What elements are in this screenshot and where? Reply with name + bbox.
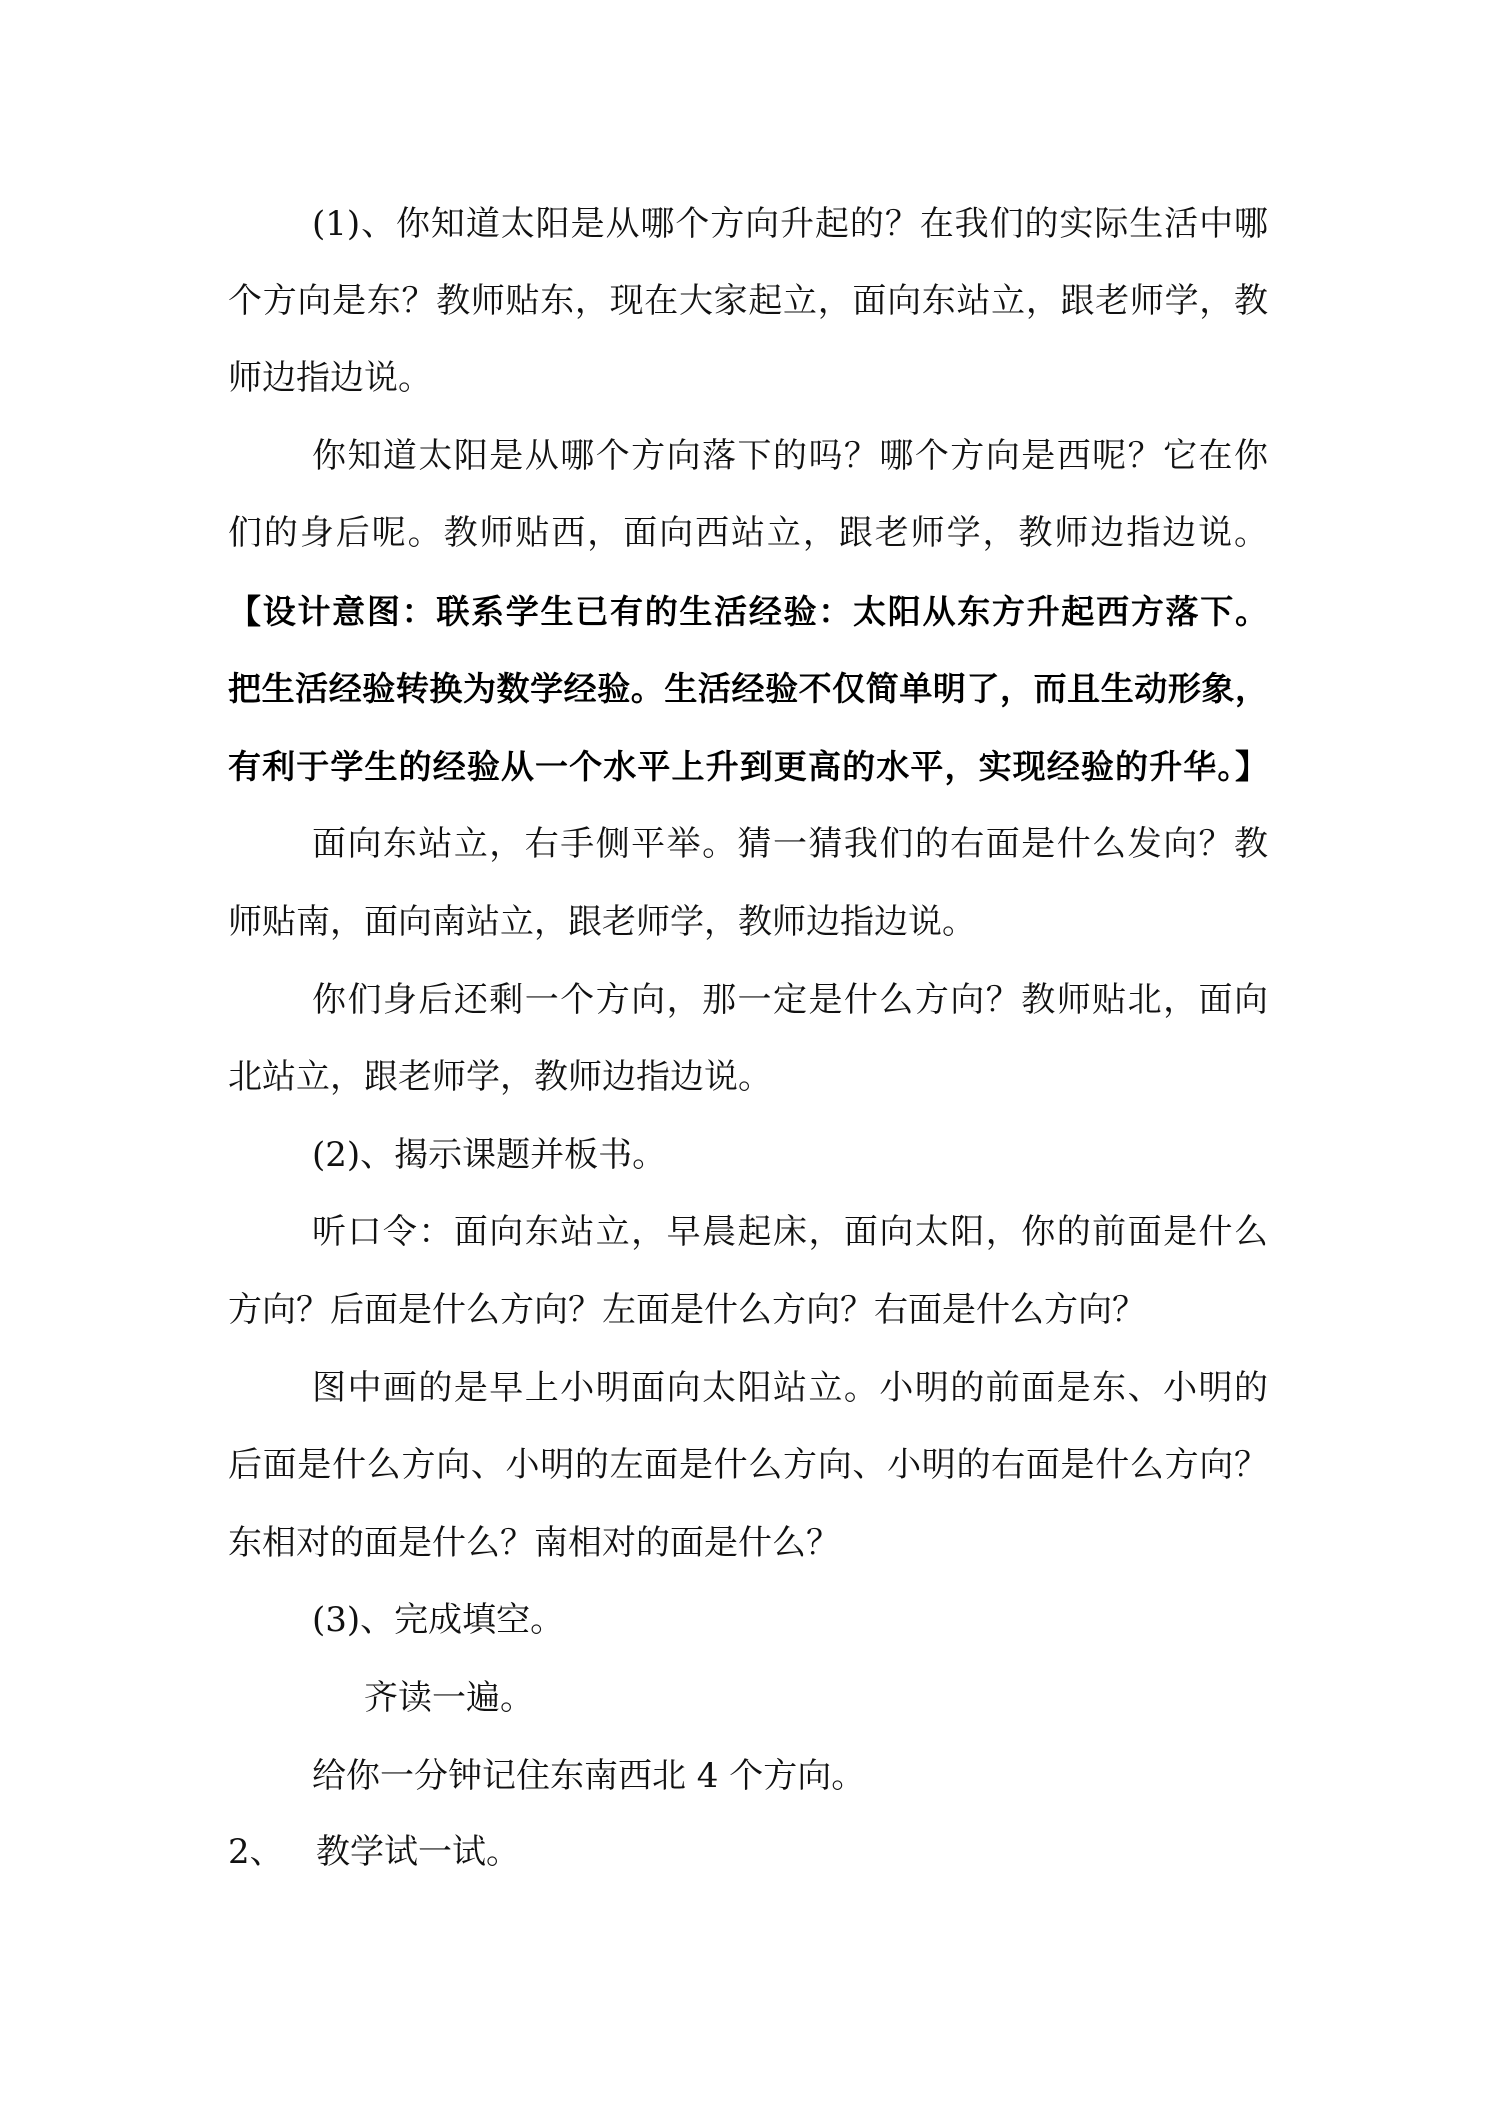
paragraph-line: 方向？后面是什么方向？左面是什么方向？右面是什么方向？ bbox=[228, 1290, 1146, 1330]
paragraph-line: 给你一分钟记住东南西北 4 个方向。 bbox=[312, 1756, 866, 1796]
paragraph-line: 你知道太阳是从哪个方向落下的吗？哪个方向是西呢？它在你 bbox=[312, 436, 1268, 476]
paragraph-line: 个方向是东？教师贴东，现在大家起立，面向东站立，跟老师学，教 bbox=[228, 281, 1268, 321]
paragraph-line: 齐读一遍。 bbox=[364, 1678, 534, 1718]
design-intent-line: 【设计意图：联系学生已有的生活经验：太阳从东方升起西方落下。 bbox=[228, 592, 1268, 631]
paragraph-line: 师贴南，面向南站立，跟老师学，教师边指边说。 bbox=[228, 902, 976, 942]
paragraph-line: 们的身后呢。教师贴西，面向西站立，跟老师学，教师边指边说。 bbox=[228, 513, 1268, 553]
paragraph-line: 后面是什么方向、小明的左面是什么方向、小明的右面是什么方向？ bbox=[228, 1445, 1268, 1485]
subsection-heading: (3)、完成填空。 bbox=[312, 1600, 565, 1640]
paragraph-line: 面向东站立，右手侧平举。猜一猜我们的右面是什么发向？教 bbox=[312, 824, 1268, 864]
section-title: 教学试一试。 bbox=[316, 1832, 520, 1872]
subsection-heading: (2)、揭示课题并板书。 bbox=[312, 1135, 667, 1175]
paragraph-line: 听口令：面向东站立，早晨起床，面向太阳，你的前面是什么 bbox=[312, 1212, 1268, 1252]
paragraph-line: (1)、你知道太阳是从哪个方向升起的？在我们的实际生活中哪 bbox=[312, 204, 1268, 244]
paragraph-line: 图中画的是早上小明面向太阳站立。小明的前面是东、小明的 bbox=[312, 1368, 1268, 1408]
paragraph-line: 师边指边说。 bbox=[228, 358, 432, 398]
section-number: 2、 bbox=[228, 1832, 284, 1872]
paragraph-line: 北站立，跟老师学，教师边指边说。 bbox=[228, 1057, 772, 1097]
paragraph-line: 东相对的面是什么？南相对的面是什么？ bbox=[228, 1523, 840, 1563]
design-intent-line: 有利于学生的经验从一个水平上升到更高的水平，实现经验的升华。】 bbox=[228, 747, 1268, 786]
design-intent-line: 把生活经验转换为数学经验。生活经验不仅简单明了，而且生动形象， bbox=[228, 669, 1268, 708]
paragraph-line: 你们身后还剩一个方向，那一定是什么方向？教师贴北，面向 bbox=[312, 980, 1268, 1020]
